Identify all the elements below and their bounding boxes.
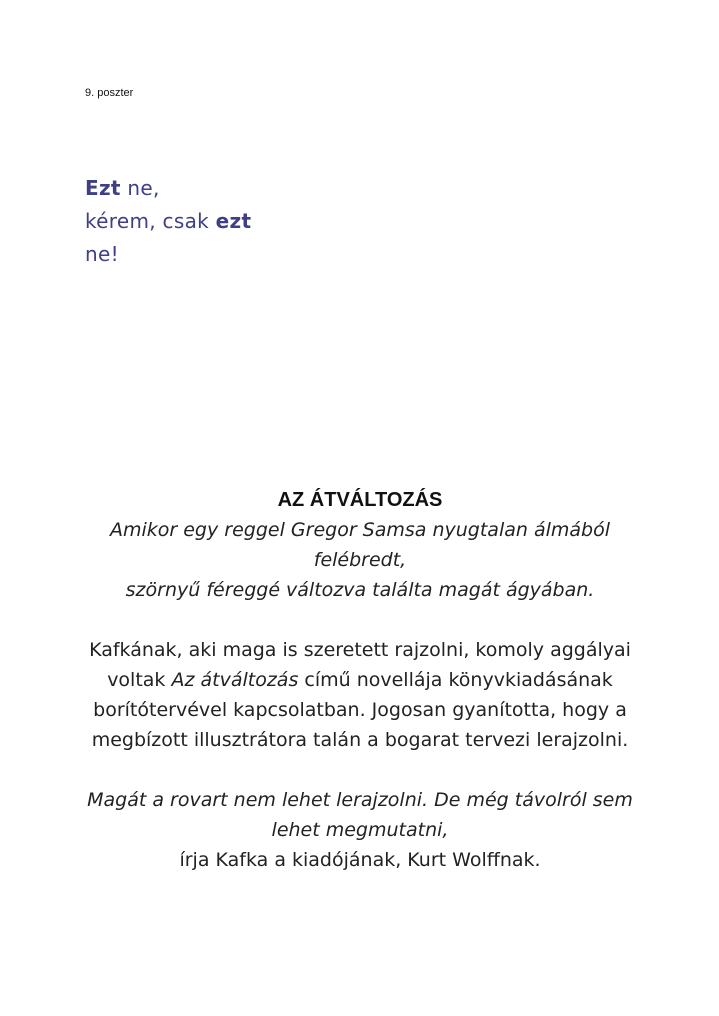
paragraph-text: voltak	[107, 669, 172, 691]
opening-line: szörnyű féreggé változva találta magát ágyában.	[125, 579, 595, 601]
quote-attribution: írja Kafka a kiadójának, Kurt Wolffnak.	[179, 849, 541, 871]
page-label: 9. poszter	[85, 87, 134, 99]
quote-line: Magát a rovart nem lehet lerajzolni. De még távolról sem	[87, 789, 633, 811]
kafka-quote	[80, 785, 640, 875]
paragraph-text: című novellája könyvkiadásának	[298, 669, 613, 691]
paragraph-line: borítótervével kapcsolatban. Jogosan gyanította, hogy a	[93, 699, 627, 721]
body-paragraph	[80, 635, 640, 755]
handwritten-line-1	[85, 172, 251, 205]
opening-line: Amikor egy reggel Gregor Samsa nyugtalan álmából	[109, 519, 610, 541]
handwritten-note	[85, 172, 251, 271]
handwritten-text: ne,	[120, 176, 160, 200]
handwritten-emphasis: Ezt	[85, 176, 121, 200]
paragraph-line	[80, 665, 640, 695]
handwritten-emphasis: ezt	[215, 209, 252, 233]
opening-quote	[80, 515, 640, 605]
handwritten-line-3: ne!	[85, 242, 119, 266]
book-title: Az átváltozás	[171, 669, 299, 691]
handwritten-text: kérem, csak	[85, 209, 216, 233]
poster-title: AZ ÁTVÁLTOZÁS	[277, 489, 443, 511]
quote-line: lehet megmutatni,	[271, 819, 449, 841]
opening-line: felébredt,	[313, 549, 407, 571]
paragraph-line: Kafkának, aki maga is szeretett rajzolni, komoly aggályai	[89, 639, 631, 661]
handwritten-line-2	[85, 205, 251, 238]
poster-text	[80, 485, 640, 875]
paragraph-line: megbízott illusztrátora talán a bogarat tervezi lerajzolni.	[91, 729, 629, 751]
